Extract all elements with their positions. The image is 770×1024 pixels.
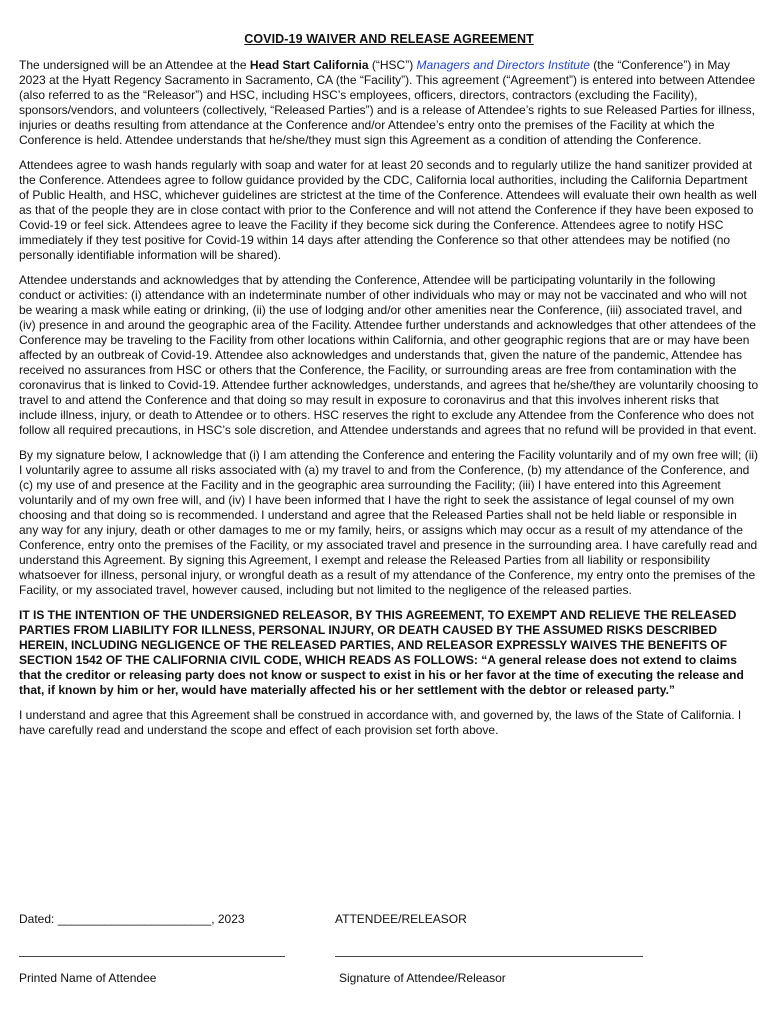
intro-paragraph bbox=[19, 58, 759, 148]
printed-name-line[interactable] bbox=[19, 956, 285, 957]
organization-name: Head Start California bbox=[249, 58, 369, 72]
dated-field[interactable]: Dated: _______________________, 2023 bbox=[19, 912, 245, 926]
signature-acknowledgement-paragraph: By my signature below, I acknowledge that (i) I am attending the Conference and entering the Facility voluntarily and of my own free will; (ii) I voluntarily agree to assume all risks associated with (a) my travel to and from the Conference, (b) my attendance of the Conference, and (c) my use of and presence at the Facility and in the geographic area surrounding the Facility; (iii) I have entered into this Agreement voluntarily and of my own free will, and (iv) I have been informed that I have the right to seek the assistance of legal counsel of my own choosing and that doing so is recommended. I understand and agree that the Released Parties shall not be held liable or responsible in any way for any injury, death or other damages to me or my family, heirs, or assigns which may occur as a result of my attendance of the Conference, entry onto the premises of the Facility, or my associated travel and presence in the surrounding area. I have carefully read and understand this Agreement. By signing this Agreement, I exempt and release the Released Parties from all liability or responsibility whatsoever for illness, personal injury, or wrongful death as a result of my attendance of the Conference, my entry onto the premises of the Facility, or my associated travel, however caused, including but not limited to the negligence of the released parties. bbox=[19, 448, 759, 597]
signature-line[interactable] bbox=[335, 956, 643, 957]
document-page bbox=[19, 32, 759, 748]
signature-label: Signature of Attendee/Releasor bbox=[339, 971, 506, 985]
conference-link[interactable]: Managers and Directors Institute bbox=[416, 58, 590, 72]
printed-name-label: Printed Name of Attendee bbox=[19, 971, 157, 985]
document-title: COVID-19 WAIVER AND RELEASE AGREEMENT bbox=[244, 32, 534, 46]
waiver-intention-paragraph: IT IS THE INTENTION OF THE UNDERSIGNED RELEASOR, BY THIS AGREEMENT, TO EXEMPT AND RELIEVE THE RELEASED PARTIES FROM LIABILITY FOR ILLNESS, PERSONAL INJURY, OR DEATH CAUSED BY THE ASSUMED RISKS DESCRIBED HEREIN, INCLUDING NEGLIGENCE OF THE RELEASED PARTIES, AND RELEASOR EXPRESSLY WAIVES THE BENEFITS OF SECTION 1542 OF THE CALIFORNIA CIVIL CODE, WHICH READS AS FOLLOWS: “A general release does not extend to claims that the creditor or releasing party does not know or suspect to exist in his or her favor at the time of executing the release and that, if known by him or her, would have materially affected his or her settlement with the debtor or released party.” bbox=[19, 608, 744, 697]
intro-text-d: (the “Conference”) in May 2023 at the Hyatt Regency Sacramento in Sacramento, CA (the “Facility”). This agreement (“Agreement”) is entered into between Attendee (also referred to as the “Releasor”) and HSC, including HSC’s employees, officers, directors, contractors (excluding the Facility), sponsors/vendors, and volunteers (collectively, “Released Parties”) and is a release of Attendee’s rights to sue Released Parties for illness, injuries or deaths resulting from attendance at the Conference and/or Attendee’s entry onto the premises of the Facility at which the Conference is held. Attendee understands that he/she/they must sign this Agreement as a condition of attending the Conference. bbox=[19, 58, 756, 147]
intro-text-a: The undersigned will be an Attendee at the bbox=[19, 58, 250, 72]
health-guidelines-paragraph: Attendees agree to wash hands regularly with soap and water for at least 20 seconds and to regularly utilize the hand sanitizer provided at the Conference. Attendees agree to follow guidance provided by the CDC, California local authorities, including the California Department of Public Health, and HSC, whichever guidelines are strictest at the time of the Conference. Attendees will evaluate their own health as well as that of the people they are in close contact with prior to the Conference and will not attend the Conference if they have been exposed to Covid-19 or feel sick. Attendees agree to leave the Facility if they become sick during the Conference. Attendees agree to notify HSC immediately if they test positive for Covid-19 within 14 days after attending the Conference so that other attendees may be notified (no personally identifiable information will be shared). bbox=[19, 158, 757, 262]
acknowledgement-paragraph: Attendee understands and acknowledges that by attending the Conference, Attendee will be participating voluntarily in the following conduct or activities: (i) attendance with an indeterminate number of other individuals who may or may not be vaccinated and who will not be wearing a mask while eating or drinking, (ii) the use of lodging and/or other amenities near the Conference, (iii) associated travel, and (iv) presence in and around the geographic area of the Facility. Attendee further understands and acknowledges that other attendees of the Conference may be traveling to the Facility from other locations within California, and other geographic regions that are or may have been affected by an outbreak of Covid-19. Attendee also acknowledges and understands that, given the nature of the pandemic, Attendee has received no assurances from HSC or others that the Conference, the Facility, or surrounding areas are free from contamination with the coronavirus that is linked to Covid-19. Attendee further acknowledges, understands, and agrees that he/she/they are voluntarily choosing to travel to and attend the Conference and that doing so may result in exposure to coronavirus and that this involves inherent risks that include illness, injury, or death to Attendee or to others. HSC reserves the right to exclude any Attendee from the Conference who does not follow all required precautions, in HSC’s sole discretion, and Attendee understands and agrees that no refund will be provided in that event. bbox=[19, 273, 759, 437]
attendee-releasor-label: ATTENDEE/RELEASOR bbox=[335, 912, 467, 926]
intro-text-c: (“HSC”) bbox=[368, 58, 417, 72]
governing-law-paragraph: I understand and agree that this Agreement shall be construed in accordance with, and governed by, the laws of the State of California. I have carefully read and understand the scope and effect of each provision set forth above. bbox=[19, 708, 742, 737]
